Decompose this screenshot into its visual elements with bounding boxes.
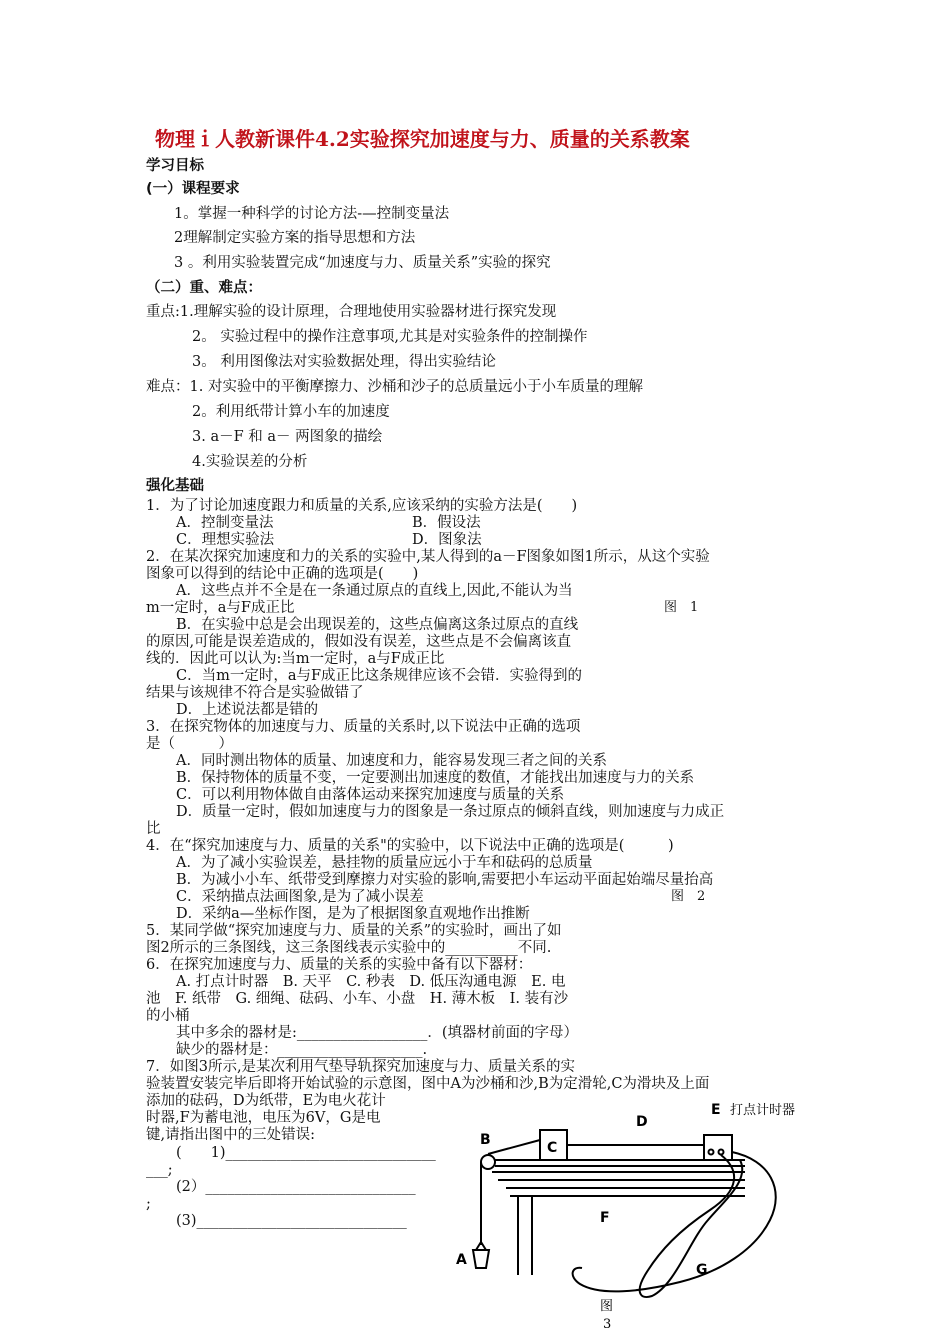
figure3-label-e: E bbox=[711, 1102, 721, 1118]
requirement-2: 2理解制定实验方案的指导思想和方法 bbox=[174, 230, 416, 246]
key-point-1: 重点:1.理解实验的设计原理，合理地使用实验器材进行探究发现 bbox=[146, 304, 557, 320]
q7-answer-1: ( 1)_____________________________ bbox=[176, 1145, 436, 1161]
figure3-caption-1: 图 bbox=[600, 1299, 614, 1314]
q2-option-d: D．上述说法都是错的 bbox=[176, 702, 319, 718]
subheading-requirements: (一）课程要求 bbox=[146, 181, 240, 197]
q4-option-b: B．为减小小车、纸带受到摩擦力对实验的影响,需要把小车运动平面起始端尽量抬高 bbox=[176, 872, 714, 888]
q1-option-c: C．理想实验法 bbox=[176, 532, 275, 548]
q2-stem-2: 图象可以得到的结论中正确的选项是( ) bbox=[146, 566, 419, 582]
q2-option-a-1: A．这些点并不全是在一条通过原点的直线上,因此,不能认为当 bbox=[176, 583, 573, 599]
q3-stem-2: 是（ ） bbox=[146, 736, 233, 752]
q4-option-a: A．为了减小实验误差，悬挂物的质量应远小于车和砝码的总质量 bbox=[176, 855, 593, 871]
q6-items-3: 的小桶 bbox=[146, 1008, 190, 1024]
q2-option-a-2: m一定时，a与F成正比 bbox=[146, 600, 295, 616]
q7-stem-1: 7．如图3所示,是某次利用气垫导轨探究加速度与力、质量关系的实 bbox=[146, 1059, 576, 1075]
q7-stem-3: 添加的砝码，D为纸带，E为电火花计 bbox=[146, 1093, 386, 1109]
q6-blank-extra: 其中多余的器材是:__________________．(填器材前面的字母） bbox=[176, 1025, 579, 1041]
q3-option-d-1: D．质量一定时，假如加速度与力的图象是一条过原点的倾斜直线，则加速度与力成正 bbox=[176, 804, 725, 820]
figure3-apparatus-diagram bbox=[440, 1100, 820, 1336]
q2-option-c-2: 结果与该规律不符合是实验做错了 bbox=[146, 685, 364, 701]
figure3-caption-2: 3 bbox=[603, 1317, 612, 1332]
q6-items-2: 池 F. 纸带 G. 细绳、砝码、小车、小盘 H. 薄木板 I. 装有沙 bbox=[146, 991, 569, 1007]
q4-stem: 4．在“探究加速度与力、质量的关系"的实验中，以下说法中正确的选项是( ) bbox=[146, 838, 674, 854]
figure3-label-e-text: 打点计时器 bbox=[730, 1103, 796, 1118]
figure3-label-d: D bbox=[636, 1114, 648, 1130]
q7-answer-2-cont: ; bbox=[146, 1196, 151, 1212]
q7-answer-3: (3)_____________________________ bbox=[176, 1213, 407, 1229]
q7-stem-5: 键,请指出图中的三处错误: bbox=[146, 1127, 315, 1143]
q3-option-a: A．同时测出物体的质量、加速度和力，能容易发现三者之间的关系 bbox=[176, 753, 607, 769]
q1-option-d: D．图象法 bbox=[412, 532, 482, 548]
q3-option-b: B．保持物体的质量不变，一定要测出加速度的数值，才能找出加速度与力的关系 bbox=[176, 770, 695, 786]
q2-option-b-2: 的原因,可能是误差造成的，假如没有误差，这些点是不会偏离该直 bbox=[146, 634, 572, 650]
figure2-caption: 图 2 bbox=[671, 889, 706, 904]
q5-stem-1: 5．某同学做“探究加速度与力、质量的关系”的实验时，画出了如 bbox=[146, 923, 562, 939]
requirement-1: 1。掌握一种科学的讨论方法-—控制变量法 bbox=[174, 206, 450, 222]
figure3-label-a: A bbox=[456, 1252, 467, 1268]
q1-option-a: A．控制变量法 bbox=[176, 515, 274, 531]
q3-stem-1: 3．在探究物体的加速度与力、质量的关系时,以下说法中正确的选项 bbox=[146, 719, 581, 735]
q7-answer-1-cont: ___; bbox=[146, 1162, 173, 1178]
q5-stem-2: 图2所示的三条图线，这三条图线表示实验中的__________不同. bbox=[146, 940, 552, 956]
section-heading-objectives: 学习目标 bbox=[146, 158, 204, 174]
hard-point-3: 3. a－F 和 a－ 两图象的描绘 bbox=[192, 429, 383, 445]
hard-point-2: 2。利用纸带计算小车的加速度 bbox=[192, 404, 390, 420]
requirement-3: 3 。利用实验装置完成“加速度与力、质量关系”实验的探究 bbox=[174, 255, 551, 271]
hard-point-1: 难点：1. 对实验中的平衡摩擦力、沙桶和沙子的总质量远小于小车质量的理解 bbox=[146, 379, 643, 395]
q2-stem-1: 2．在某次探究加速度和力的关系的实验中,某人得到的a－F图象如图1所示，从这个实验 bbox=[146, 549, 710, 565]
q7-answer-2: (2）_____________________________ bbox=[176, 1179, 416, 1195]
q6-blank-missing: 缺少的器材是：____________________. bbox=[176, 1042, 428, 1058]
q3-option-c: C．可以利用物体做自由落体运动来探究加速度与质量的关系 bbox=[176, 787, 565, 803]
q7-stem-2: 验装置安装完毕后即将开始试验的示意图，图中A为沙桶和沙,B为定滑轮,C为滑块及上面 bbox=[146, 1076, 710, 1092]
section-heading-basics: 强化基础 bbox=[146, 478, 204, 494]
q6-items-1: A. 打点计时器 B. 天平 C. 秒表 D. 低压沟通电源 E. 电 bbox=[176, 974, 566, 990]
q6-stem: 6．在探究加速度与力、质量的关系的实验中备有以下器材： bbox=[146, 957, 533, 973]
figure3-label-g: G bbox=[696, 1262, 708, 1278]
page-title: 物理ｉ人教新课件4.2实验探究加速度与力、质量的关系教案 bbox=[155, 127, 690, 151]
q2-option-b-1: B．在实验中总是会出现误差的，这些点偏离这条过原点的直线 bbox=[176, 617, 579, 633]
q2-option-c-1: C．当m一定时，a与F成正比这条规律应该不会错．实验得到的 bbox=[176, 668, 583, 684]
q1-stem: 1．为了讨论加速度跟力和质量的关系,应该采纳的实验方法是( ) bbox=[146, 498, 578, 514]
q1-option-b: B．假设法 bbox=[412, 515, 481, 531]
q4-option-c: C．采纳描点法画图象,是为了减小误差 bbox=[176, 889, 424, 905]
q2-option-b-3: 线的．因此可以认为:当m一定时，a与F成正比 bbox=[146, 651, 445, 667]
figure3-label-c: C bbox=[547, 1140, 558, 1156]
q7-stem-4: 时器,F为蓄电池，电压为6V，G是电 bbox=[146, 1110, 381, 1126]
hard-point-4: 4.实验误差的分析 bbox=[192, 454, 308, 470]
q3-option-d-2: 比 bbox=[146, 821, 161, 837]
figure3-label-b: B bbox=[480, 1132, 491, 1148]
q4-option-d: D．采纳a—坐标作图，是为了根据图象直观地作出推断 bbox=[176, 906, 530, 922]
subheading-key-points: （二）重、难点： bbox=[146, 280, 262, 296]
key-point-3: 3。 利用图像法对实验数据处理，得出实验结论 bbox=[192, 354, 496, 370]
figure3-label-f: F bbox=[600, 1210, 610, 1226]
key-point-2: 2。 实验过程中的操作注意事项,尤其是对实验条件的控制操作 bbox=[192, 329, 588, 345]
figure1-caption: 图 1 bbox=[664, 600, 699, 615]
